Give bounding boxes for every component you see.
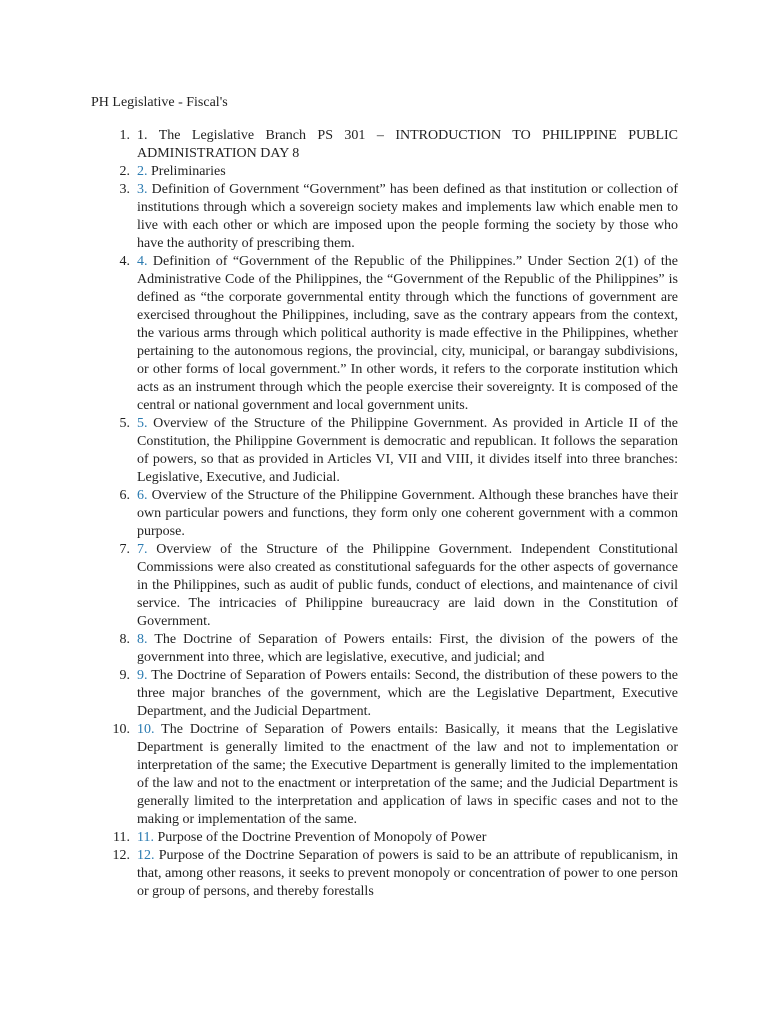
item-number-link[interactable]: 3. [137,182,148,197]
item-number-link[interactable]: 2. [137,164,148,179]
list-item: 1. 1. The Legislative Branch PS 301 – INTRODUCTION TO PHILIPPINE PUBLIC ADMINISTRATION DAY 8 [119,128,679,161]
item-text: Definition of Government “Government” has been defined as that institution or collection of institutions through which a sovereign society makes and implements law which enable men to live with each other or which are imposed upon the people forming the society by those who have the authority of prescribing them. [137,182,679,251]
item-number-link[interactable]: 6. [137,488,148,503]
item-text: Overview of the Structure of the Philippine Government. Although these branches have their own particular powers and functions, they form only one coherent government with a common purpose. [137,488,679,539]
list-item: 9. 9. The Doctrine of Separation of Powers entails: Second, the distribution of these powers to the three major branches of the government, which are the Legislative Department, Executive Department, and the Judicial Department. [119,668,679,719]
document-list [0,127,768,901]
item-number-link[interactable]: 7. [137,542,148,557]
item-text: Purpose of the Doctrine Prevention of Monopoly of Power [157,830,487,845]
list-item: 4. 4. Definition of “Government of the Republic of the Philippines.” Under Section 2(1) of the Administrative Code of the Philippines, the “Government of the Republic of the Philippines” is defined as “the corporate governmental entity through which the functions of government are exercised throughout the Philippines, including, save as the contrary appears from the context, the various arms through which political authority is made effective in the Philippines, whether pertaining to the autonomous regions, the provincial, city, municipal, or barangay subdivisions, or other forms of local government.” In other words, it refers to the corporate institution which acts as an instrument through which the people exercise their sovereignty. It is composed of the central or national government and local government units. [119,254,678,413]
item-text: Definition of “Government of the Republic of the Philippines.” Under Section 2(1) of the Administrative Code of the Philippines, the “Government of the Republic of the Philippines” is defined as “the corporate governmental entity through which the functions of government are exercised throughout the Philippines, including, save as the contrary appears from the context, the various arms through which political authority is made effective in the Philippines, whether pertaining to the autonomous regions, the provincial, city, municipal, or barangay subdivisions, or other forms of local government.” In other words, it refers to the corporate institution which acts as an instrument through which the people exercise their sovereignty. It is composed of the central or national government and local government units. [137,254,678,413]
item-number-link[interactable]: 11. [137,830,154,845]
list-item: 10. 10. The Doctrine of Separation of Powers entails: Basically, it means that the Legislative Department is generally limited to the enactment of the law and not to implementation or interpretation of the same; the Executive Department is generally limited to the implementation of the law and not to the enactment or interpretation of the same; and the Judicial Department is generally limited to the interpretation and application of laws in specific cases and not to the making or implementation of the same. [112,722,679,827]
list-item: 3. 3. Definition of Government “Government” has been defined as that institution or collection of institutions through which a sovereign society makes and implements law which enable men to live with each other or which are imposed upon the people forming the society by those who have the authority of prescribing them. [119,182,679,251]
item-number-link[interactable]: 10. [137,722,155,737]
item-text: Preliminaries [151,164,226,179]
list-item: 5. 5. Overview of the Structure of the Philippine Government. As provided in Article II of the Constitution, the Philippine Government is democratic and republican. It follows the separation of powers, so that as provided in Articles VI, VII and VIII, it divides itself into three branches: Legislative, Executive, and Judicial. [119,416,679,485]
item-number-link[interactable]: 12. [137,848,155,863]
item-text: Purpose of the Doctrine Separation of powers is said to be an attribute of republicanism, in that, among other reasons, it seeks to prevent monopoly or concentration of power to one person or group of persons, and thereby forestalls [137,848,678,899]
document-title: PH Legislative - Fiscal's [91,95,228,110]
list-item: 8. 8. The Doctrine of Separation of Powers entails: First, the division of the powers of the government into three, which are legislative, executive, and judicial; and [119,632,678,665]
item-text: The Doctrine of Separation of Powers entails: Basically, it means that the Legislative Department is generally limited to the enactment of the law and not to implementation or interpretation of the same; the Executive Department is generally limited to the implementation of the law and not to the enactment or interpretation of the same; and the Judicial Department is generally limited to the interpretation and application of laws in specific cases and not to the making or implementation of the same. [137,722,679,827]
list-item: 2. 2. Preliminaries [119,164,226,179]
item-number: 1. [137,128,148,143]
item-number-link[interactable]: 9. [137,668,148,683]
list-item: 7. 7. Overview of the Structure of the Philippine Government. Independent Constitutional Commissions were also created as constitutional safeguards for the other aspects of governance in the Philippines, such as audit of public funds, conduct of elections, and maintenance of civil service. The intricacies of Philippine bureaucracy are laid down in the Constitution of Government. [119,542,678,629]
list-item: 6. 6. Overview of the Structure of the Philippine Government. Although these branches have their own particular powers and functions, they form only one coherent government with a common purpose. [119,488,679,539]
item-text: The Doctrine of Separation of Powers entails: First, the division of the powers of the government into three, which are legislative, executive, and judicial; and [137,632,678,665]
item-number-link[interactable]: 4. [137,254,148,269]
item-text: Overview of the Structure of the Philippine Government. As provided in Article II of the Constitution, the Philippine Government is democratic and republican. It follows the separation of powers, so that as provided in Articles VI, VII and VIII, it divides itself into three branches: Legislative, Executive, and Judicial. [137,416,679,485]
item-text: The Doctrine of Separation of Powers entails: Second, the distribution of these powers to the three major branches of the government, which are the Legislative Department, Executive Department, and the Judicial Department. [137,668,679,719]
item-text: The Legislative Branch PS 301 – INTRODUCTION TO PHILIPPINE PUBLIC ADMINISTRATION DAY 8 [137,128,679,161]
list-item: 12. 12. Purpose of the Doctrine Separation of powers is said to be an attribute of republicanism, in that, among other reasons, it seeks to prevent monopoly or concentration of power to one person or group of persons, and thereby forestalls [112,848,678,899]
list-item: 11. 11. Purpose of the Doctrine Prevention of Monopoly of Power [113,830,487,845]
item-text: Overview of the Structure of the Philippine Government. Independent Constitutional Commissions were also created as constitutional safeguards for the other aspects of governance in the Philippines, such as audit of public funds, conduct of elections, and maintenance of civil service. The intricacies of Philippine bureaucracy are laid down in the Constitution of Government. [137,542,678,629]
item-number-link[interactable]: 8. [137,632,148,647]
item-number-link[interactable]: 5. [137,416,148,431]
